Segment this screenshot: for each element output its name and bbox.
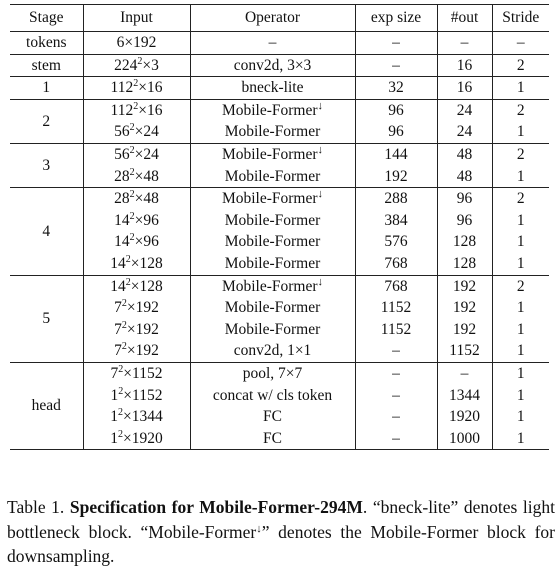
input-exponent: 2 bbox=[125, 276, 131, 288]
exp-size-cell: 1152 bbox=[355, 297, 437, 319]
input-base: 14 bbox=[114, 233, 130, 251]
stage-cell: stem bbox=[10, 54, 83, 77]
out-cell: 192 bbox=[437, 275, 492, 297]
input-base: 14 bbox=[114, 211, 130, 229]
table-body bbox=[10, 32, 549, 450]
operator-name: bneck-lite bbox=[241, 79, 304, 97]
input-cell bbox=[83, 143, 190, 165]
stride-cell: 2 bbox=[516, 190, 525, 208]
input-cell bbox=[83, 406, 190, 428]
input-rest: ×128 bbox=[130, 277, 163, 295]
input-cell bbox=[83, 319, 190, 341]
table-row bbox=[10, 77, 549, 100]
operator-name: pool, 7×7 bbox=[242, 364, 303, 382]
stage-cell: 2 bbox=[10, 99, 83, 143]
caption-text-1: . “bneck-lite” denotes light bottleneck block. “Mobile-Former bbox=[7, 497, 555, 542]
table-row bbox=[10, 166, 549, 188]
stride-cell: 1 bbox=[492, 340, 549, 362]
exp-size-cell: – bbox=[355, 340, 437, 362]
input-rest: ×16 bbox=[138, 79, 163, 97]
downsample-arrow: ↓ bbox=[317, 99, 324, 112]
out-cell: 48 bbox=[437, 143, 492, 165]
downsample-arrow: ↓ bbox=[317, 188, 324, 201]
table-caption bbox=[7, 495, 555, 569]
input-rest: ×48 bbox=[134, 190, 159, 208]
spec-table-grid bbox=[10, 4, 549, 450]
out-cell: 24 bbox=[437, 99, 492, 121]
operator-name: Mobile-Former bbox=[224, 167, 321, 185]
table-row bbox=[10, 319, 549, 341]
operator-cell bbox=[190, 340, 355, 362]
input-base: 7 bbox=[110, 364, 119, 382]
stride-cell: 1 bbox=[492, 166, 549, 188]
out-cell: 128 bbox=[437, 231, 492, 253]
input-rest: ×128 bbox=[130, 254, 163, 272]
out-cell: 192 bbox=[437, 319, 492, 341]
table-row bbox=[10, 406, 549, 428]
input-base: 7 bbox=[114, 342, 122, 360]
stride-cell: 2 bbox=[516, 145, 525, 163]
stride-cell: – bbox=[492, 32, 549, 55]
caption-prefix: Table 1. bbox=[7, 497, 70, 517]
out-cell: 128 bbox=[437, 253, 492, 275]
stride-cell: 1 bbox=[516, 408, 525, 426]
input-rest: ×192 bbox=[126, 342, 159, 360]
table-row bbox=[10, 188, 549, 210]
exp-size-cell: 1152 bbox=[355, 319, 437, 341]
operator-name: conv2d, 1×1 bbox=[233, 342, 312, 360]
out-cell: 192 bbox=[437, 297, 492, 319]
caption-down-arrow: ↓ bbox=[256, 522, 262, 535]
exp-size-cell: 192 bbox=[355, 166, 437, 188]
operator-name: concat w/ cls token bbox=[212, 386, 333, 404]
operator-name: Mobile-Former bbox=[221, 277, 318, 295]
operator-name: Mobile-Former bbox=[224, 233, 321, 251]
exp-size-cell: – bbox=[355, 54, 437, 77]
input-exponent: 2 bbox=[121, 319, 127, 331]
header-row bbox=[10, 5, 549, 32]
table-row bbox=[10, 99, 549, 121]
operator-name: – bbox=[268, 34, 277, 51]
table-row bbox=[10, 385, 549, 407]
table-row bbox=[10, 121, 549, 143]
operator-cell bbox=[190, 297, 355, 319]
input-cell bbox=[83, 99, 190, 121]
stride-cell: 1 bbox=[492, 253, 549, 275]
operator-cell bbox=[190, 210, 355, 232]
input-rest: ×24 bbox=[134, 123, 159, 141]
input-exponent: 2 bbox=[133, 100, 139, 112]
stride-cell: 1 bbox=[492, 77, 549, 100]
operator-cell bbox=[190, 77, 355, 100]
out-cell: – bbox=[437, 362, 492, 384]
input-exponent: 2 bbox=[121, 341, 127, 353]
caption-title: Specification for Mobile-Former-294M bbox=[69, 497, 363, 517]
table-row bbox=[10, 275, 549, 297]
input-cell bbox=[83, 188, 190, 210]
operator-cell bbox=[190, 54, 355, 77]
input-base: 28 bbox=[114, 167, 130, 185]
operator-cell bbox=[190, 143, 355, 165]
input-exponent: 2 bbox=[125, 253, 131, 265]
out-cell: 96 bbox=[437, 210, 492, 232]
table-row bbox=[10, 297, 549, 319]
exp-size-cell: 96 bbox=[355, 121, 437, 143]
exp-size-cell: 32 bbox=[355, 77, 437, 100]
input-cell bbox=[83, 385, 190, 407]
stage-cell: 3 bbox=[10, 143, 83, 187]
table-row bbox=[10, 340, 549, 362]
operator-name: Mobile-Former bbox=[224, 320, 321, 338]
operator-cell bbox=[190, 188, 355, 210]
operator-cell bbox=[190, 166, 355, 188]
input-base: 1 bbox=[110, 386, 119, 404]
operator-cell bbox=[190, 99, 355, 121]
input-exponent: 2 bbox=[121, 298, 127, 310]
input-rest: ×1152 bbox=[123, 364, 163, 382]
table-row bbox=[10, 32, 549, 55]
out-cell: 16 bbox=[437, 77, 492, 100]
exp-size-cell: – bbox=[355, 385, 437, 407]
stage-cell: 4 bbox=[10, 188, 83, 275]
operator-name: Mobile-Former bbox=[221, 101, 318, 119]
input-base: 1 bbox=[110, 429, 118, 447]
input-rest: ×1344 bbox=[123, 408, 163, 426]
input-cell bbox=[83, 275, 190, 297]
out-cell: 24 bbox=[437, 121, 492, 143]
header-stage: Stage bbox=[10, 5, 83, 32]
operator-name: Mobile-Former bbox=[224, 211, 321, 229]
input-cell bbox=[83, 121, 190, 143]
input-base: 14 bbox=[110, 254, 126, 272]
table-row bbox=[10, 428, 549, 450]
input-cell bbox=[83, 210, 190, 232]
downsample-arrow: ↓ bbox=[317, 143, 324, 156]
input-base: 112 bbox=[110, 101, 134, 119]
out-cell: 16 bbox=[437, 54, 492, 77]
operator-name: Mobile-Former bbox=[221, 190, 318, 208]
stride-cell: 1 bbox=[492, 428, 549, 450]
input-exponent: 2 bbox=[129, 144, 135, 156]
input-base: 112 bbox=[110, 79, 134, 97]
header-input: Input bbox=[83, 5, 190, 32]
input-rest: ×1152 bbox=[123, 386, 163, 404]
input-base: 1 bbox=[110, 408, 118, 426]
exp-size-cell: 768 bbox=[355, 253, 437, 275]
input-cell bbox=[83, 297, 190, 319]
input-cell bbox=[83, 32, 190, 55]
exp-size-cell: – bbox=[355, 428, 437, 450]
stage-cell: 1 bbox=[10, 77, 83, 100]
operator-name: Mobile-Former bbox=[221, 145, 318, 163]
operator-name: conv2d, 3×3 bbox=[233, 56, 312, 74]
input-rest: ×192 bbox=[126, 320, 159, 338]
out-cell: 1920 bbox=[437, 406, 492, 428]
input-cell bbox=[83, 340, 190, 362]
table-row bbox=[10, 253, 549, 275]
operator-cell bbox=[190, 253, 355, 275]
operator-name: Mobile-Former bbox=[224, 299, 321, 317]
input-exponent: 2 bbox=[137, 55, 143, 67]
out-cell: 48 bbox=[437, 166, 492, 188]
exp-size-cell: 96 bbox=[355, 99, 437, 121]
stage-cell: 5 bbox=[10, 275, 83, 362]
input-rest: ×3 bbox=[142, 56, 159, 74]
input-exponent: 2 bbox=[129, 189, 135, 201]
stage-cell: tokens bbox=[10, 32, 83, 55]
operator-cell bbox=[190, 362, 355, 384]
input-rest: ×96 bbox=[134, 211, 159, 229]
operator-name: Mobile-Former bbox=[224, 123, 321, 141]
operator-cell bbox=[190, 428, 355, 450]
operator-cell bbox=[190, 406, 355, 428]
input-exponent: 2 bbox=[129, 210, 135, 222]
input-exponent: 2 bbox=[118, 363, 124, 375]
downsample-arrow: ↓ bbox=[317, 275, 324, 288]
input-cell bbox=[83, 77, 190, 100]
input-exponent: 2 bbox=[129, 166, 135, 178]
exp-size-cell: 576 bbox=[355, 231, 437, 253]
header-stride: Stride bbox=[492, 5, 549, 32]
operator-cell bbox=[190, 275, 355, 297]
header-out: #out bbox=[437, 5, 492, 32]
stride-cell: 1 bbox=[492, 121, 549, 143]
stride-cell: 2 bbox=[516, 101, 525, 119]
operator-name: Mobile-Former bbox=[224, 254, 321, 272]
caption-text-2: ” denotes the Mobile-Former block for downsampling. bbox=[7, 521, 555, 566]
input-exponent: 2 bbox=[129, 232, 135, 244]
out-cell: 1000 bbox=[437, 428, 492, 450]
stride-cell: 1 bbox=[516, 211, 525, 229]
input-exponent: 2 bbox=[118, 407, 123, 419]
input-base: 6×192 bbox=[116, 34, 157, 51]
input-cell bbox=[83, 362, 190, 384]
operator-cell bbox=[190, 231, 355, 253]
input-exponent: 2 bbox=[133, 78, 139, 90]
exp-size-cell: – bbox=[355, 406, 437, 428]
input-rest: ×1920 bbox=[123, 429, 163, 447]
stride-cell: 1 bbox=[516, 364, 525, 382]
exp-size-cell: 288 bbox=[355, 188, 437, 210]
operator-cell bbox=[190, 121, 355, 143]
input-rest: ×48 bbox=[134, 167, 159, 185]
table-row bbox=[10, 210, 549, 232]
input-rest: ×24 bbox=[134, 145, 159, 163]
stride-cell: 1 bbox=[516, 386, 525, 404]
input-base: 224 bbox=[114, 56, 138, 74]
input-cell bbox=[83, 166, 190, 188]
stride-cell: 1 bbox=[516, 299, 525, 317]
input-base: 7 bbox=[114, 320, 122, 338]
input-exponent: 2 bbox=[129, 122, 135, 134]
exp-size-cell: – bbox=[355, 362, 437, 384]
input-base: 56 bbox=[114, 145, 130, 163]
input-cell bbox=[83, 231, 190, 253]
header-operator: Operator bbox=[190, 5, 355, 32]
stride-cell: 1 bbox=[516, 320, 525, 338]
input-cell bbox=[83, 54, 190, 77]
out-cell: – bbox=[437, 32, 492, 55]
input-exponent: 2 bbox=[118, 385, 124, 397]
spec-table bbox=[10, 4, 549, 450]
out-cell: 1344 bbox=[437, 385, 492, 407]
table-row bbox=[10, 231, 549, 253]
input-cell bbox=[83, 428, 190, 450]
input-rest: ×16 bbox=[138, 101, 163, 119]
input-base: 7 bbox=[114, 299, 122, 317]
input-base: 56 bbox=[114, 123, 130, 141]
stride-cell: 1 bbox=[516, 233, 525, 251]
out-cell: 96 bbox=[437, 188, 492, 210]
input-base: 14 bbox=[110, 277, 126, 295]
exp-size-cell: 384 bbox=[355, 210, 437, 232]
input-exponent: 2 bbox=[118, 428, 123, 440]
stride-cell: 2 bbox=[516, 277, 525, 295]
out-cell: 1152 bbox=[437, 340, 492, 362]
exp-size-cell: 144 bbox=[355, 143, 437, 165]
operator-name: FC bbox=[263, 429, 282, 447]
exp-size-cell: 768 bbox=[355, 275, 437, 297]
input-rest: ×192 bbox=[126, 299, 159, 317]
operator-cell bbox=[190, 385, 355, 407]
input-rest: ×96 bbox=[134, 233, 159, 251]
stage-cell: head bbox=[10, 362, 83, 449]
exp-size-cell: – bbox=[355, 32, 437, 55]
table-row bbox=[10, 362, 549, 384]
table-row bbox=[10, 143, 549, 165]
table-row bbox=[10, 54, 549, 77]
operator-cell bbox=[190, 32, 355, 55]
header-exp-size: exp size bbox=[355, 5, 437, 32]
stride-cell: 2 bbox=[492, 54, 549, 77]
input-base: 28 bbox=[114, 190, 130, 208]
operator-cell bbox=[190, 319, 355, 341]
operator-name: FC bbox=[263, 408, 282, 426]
input-cell bbox=[83, 253, 190, 275]
